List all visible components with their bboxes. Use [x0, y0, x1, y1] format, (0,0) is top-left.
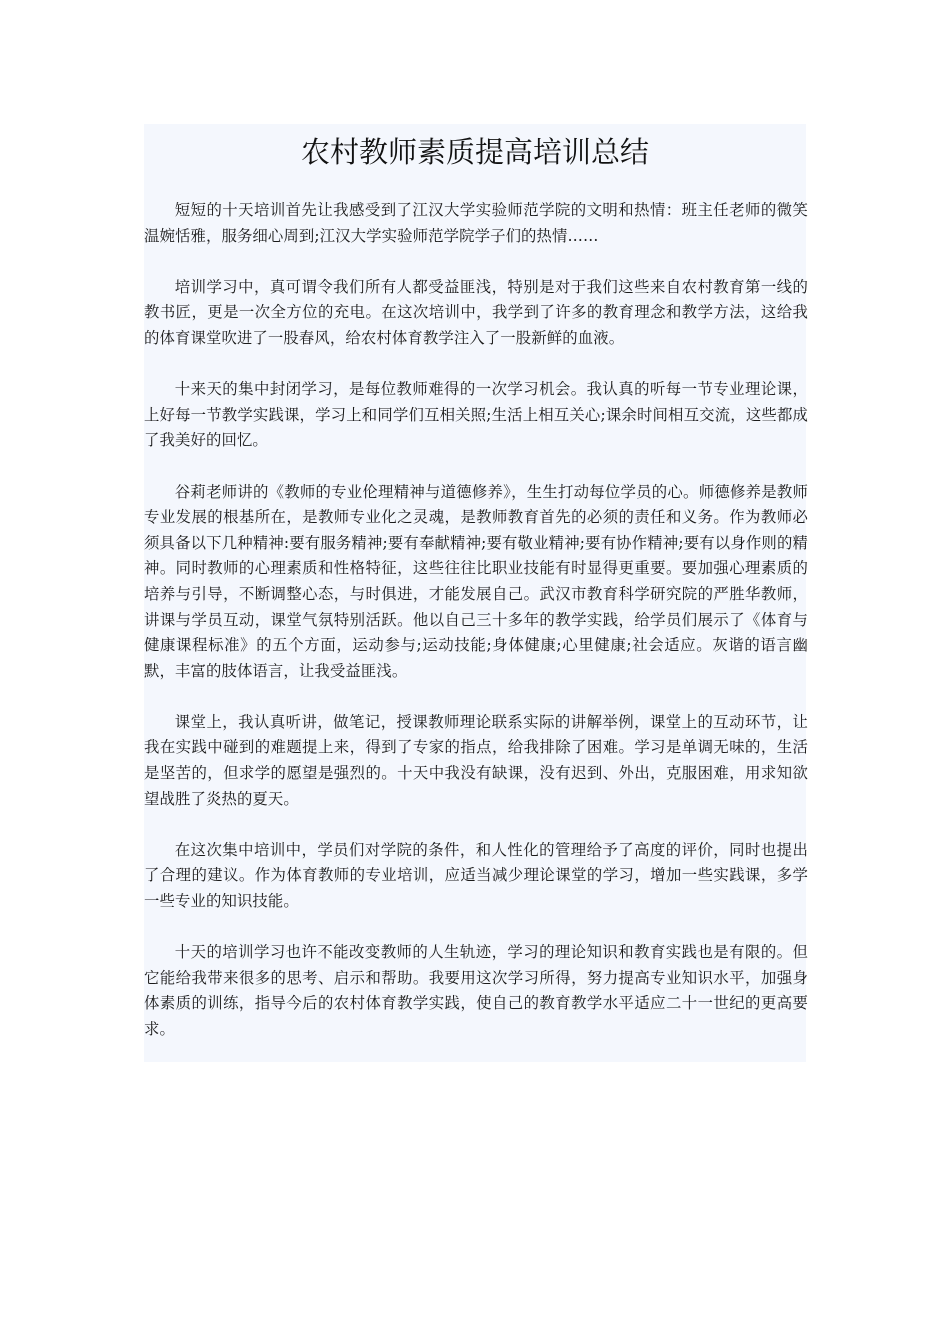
paragraph-6: 在这次集中培训中，学员们对学院的条件，和人性化的管理给予了高度的评价，同时也提出了合理的建议。作为体育教师的专业培训，应适当减少理论课堂的学习，增加一些实践课，多学一些专业的知识技能。 [144, 840, 808, 911]
document-title: 农村教师素质提高培训总结 [300, 135, 649, 169]
paragraph-1: 短短的十天培训首先让我感受到了江汉大学实验师范学院的文明和热情：班主任老师的微笑温婉恬雅，服务细心周到;江汉大学实验师范学院学子们的热情…… [144, 201, 808, 245]
paragraph-7: 十天的培训学习也许不能改变教师的人生轨迹，学习的理论知识和教育实践也是有限的。但它能给我带来很多的思考、启示和帮助。我要用这次学习所得，努力提高专业知识水平，加强身体素质的训练，指导今后的农村体育教学实践，使自己的教育教学水平适应二十一世纪的更高要求。 [144, 943, 808, 1038]
paragraph-5: 课堂上，我认真听讲，做笔记，授课教师理论联系实际的讲解举例，课堂上的互动环节，让我在实践中碰到的难题提上来，得到了专家的指点，给我排除了困难。学习是单调无味的，生活是坚苦的，但求学的愿望是强烈的。十天中我没有缺课，没有迟到、外出，克服困难，用求知欲望战胜了炎热的夏天。 [144, 712, 808, 808]
paragraph-2: 培训学习中，真可谓令我们所有人都受益匪浅，特别是对于我们这些来自农村教育第一线的教书匠，更是一次全方位的充电。在这次培训中，我学到了许多的教育理念和教学方法，这给我的体育课堂吹进了一股春风，给农村体育教学注入了一股新鲜的血液。 [144, 277, 808, 347]
paragraph-3: 十来天的集中封闭学习，是每位教师难得的一次学习机会。我认真的听每一节专业理论课，上好每一节教学实践课，学习上和同学们互相关照;生活上相互关心;课余时间相互交流，这些都成了我美好的回忆。 [144, 380, 808, 450]
document-body [144, 198, 808, 1068]
paragraph-4: 谷莉老师讲的《教师的专业伦理精神与道德修养》，生生打动每位学员的心。师德修养是教师专业发展的根基所在，是教师专业化之灵魂，是教师教育首先的必须的责任和义务。作为教师必须具备以下几种精神:要有服务精神;要有奉献精神;要有敬业精神;要有协作精神;要有以身作则的精神。同时教师的心理素质和性格特征，这些往往比职业技能有时显得更重要。要加强心理素质的培养与引导，不断调整心态，与时俱进，才能发展自己。武汉市教育科学研究院的严胜华教师，讲课与学员互动，课堂气氛特别活跃。他以自己三十多年的教学实践，给学员们展示了《体育与健康课程标准》的五个方面，运动参与;运动技能;身体健康;心里健康;社会适应。灰谐的语言幽默，丰富的肢体语言，让我受益匪浅。 [144, 482, 808, 680]
